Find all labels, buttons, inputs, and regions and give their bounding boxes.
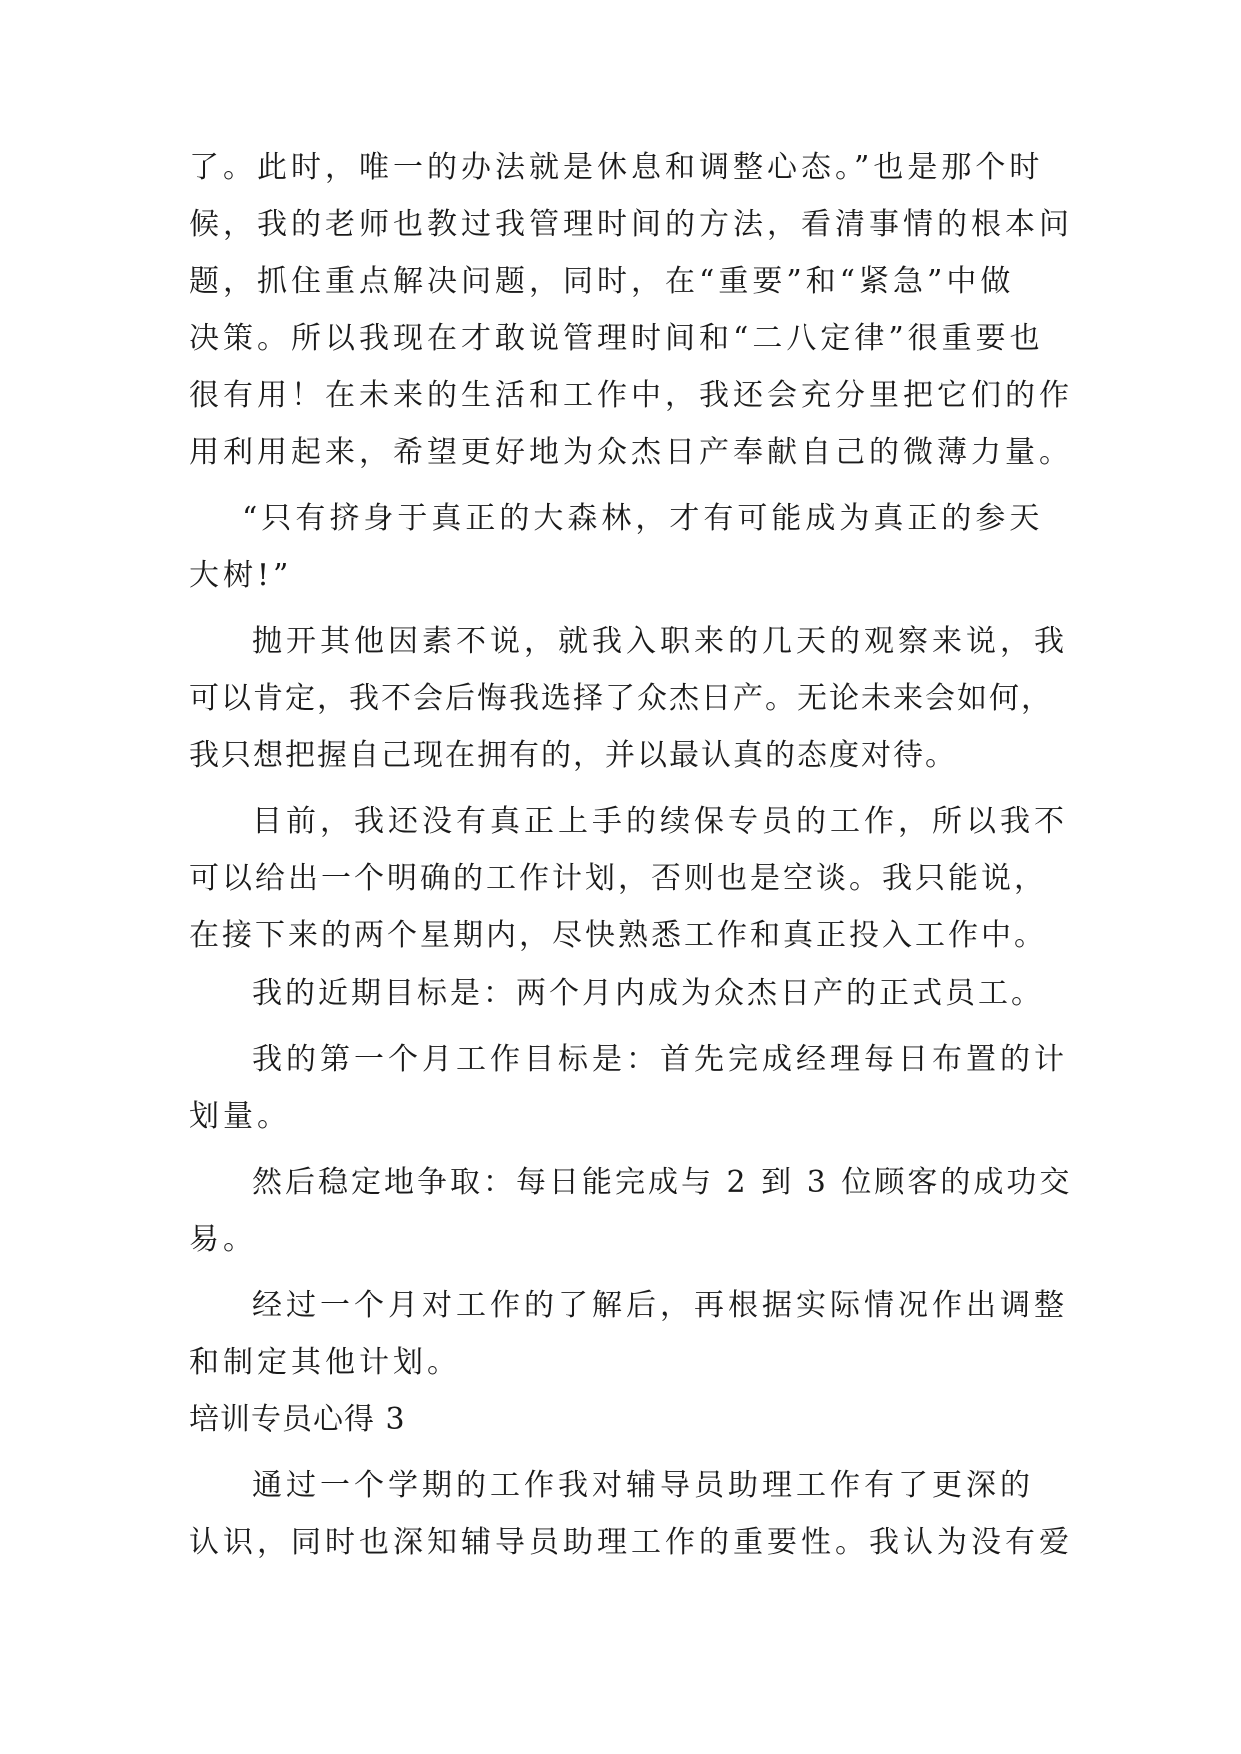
paragraph-line: 认识，同时也深知辅导员助理工作的重要性。我认为没有爱 [189,1525,1073,1560]
paragraph-line: 目前，我还没有真正上手的续保专员的工作，所以我不 [252,804,1068,839]
paragraph-line: 通过一个学期的工作我对辅导员助理工作有了更深的 [252,1468,1034,1503]
paragraph-line: 抛开其他因素不说，就我入职来的几天的观察来说，我 [252,624,1068,659]
paragraph-line: 了。此时，唯一的办法就是休息和调整心态。”也是那个时 [189,150,1044,185]
paragraph-line: 在接下来的两个星期内，尽快熟悉工作和真正投入工作中。 [189,918,1047,953]
paragraph-line: 候，我的老师也教过我管理时间的方法，看清事情的根本问 [189,207,1073,242]
section-heading: 培训专员心得 3 [189,1402,406,1437]
quote-line: 大树!” [189,558,293,593]
paragraph-line: 我的近期目标是：两个月内成为众杰日产的正式员工。 [252,976,1044,1011]
paragraph-line: 可以肯定，我不会后悔我选择了众杰日产。无论未来会如何， [189,681,1053,716]
paragraph-line: 和制定其他计划。 [189,1345,461,1380]
paragraph-line: 经过一个月对工作的了解后，再根据实际情况作出调整 [252,1288,1068,1323]
paragraph-line: 用利用起来，希望更好地为众杰日产奉献自己的微薄力量。 [189,435,1073,470]
paragraph-line: 然后稳定地争取：每日能完成与 2 到 3 位顾客的成功交 [252,1165,1073,1200]
quote-line: “只有挤身于真正的大森林，才有可能成为真正的参天 [242,501,1044,536]
paragraph-line: 题，抓住重点解决问题，同时，在“重要”和“紧急”中做 [189,264,1015,299]
paragraph-line: 很有用！在未来的生活和工作中，我还会充分里把它们的作 [189,378,1073,413]
paragraph-line: 决策。所以我现在才敢说管理时间和“二八定律”很重要也 [189,321,1044,356]
paragraph-line: 划量。 [189,1099,291,1134]
paragraph-line: 我的第一个月工作目标是：首先完成经理每日布置的计 [252,1042,1068,1077]
paragraph-line: 易。 [189,1222,257,1257]
paragraph-line: 可以给出一个明确的工作计划，否则也是空谈。我只能说， [189,861,1047,896]
paragraph-line: 我只想把握自己现在拥有的，并以最认真的态度对待。 [189,738,957,773]
